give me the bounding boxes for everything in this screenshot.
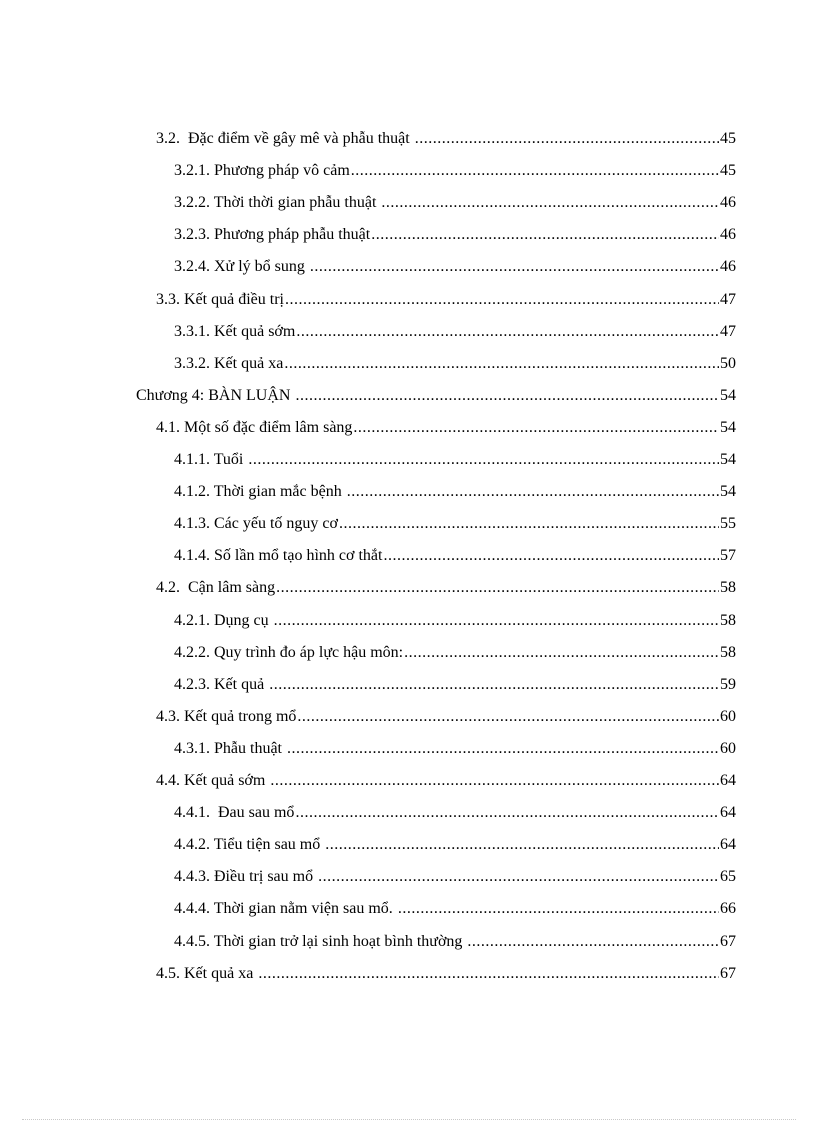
- toc-entry-title: 3.2.2. Thời thời gian phẫu thuật: [174, 194, 381, 212]
- toc-entry-page-number: 58: [720, 643, 736, 661]
- toc-entry[interactable]: [174, 256, 736, 278]
- toc-entry-title: 4.4.3. Điều trị sau mổ: [174, 868, 318, 886]
- toc-entry[interactable]: [174, 513, 736, 535]
- toc-entry-page-number: 55: [720, 515, 736, 533]
- toc-entry-page-number: 46: [720, 258, 736, 276]
- toc-entry-page-number: 54: [720, 451, 736, 468]
- toc-entry[interactable]: [174, 674, 736, 696]
- toc-entry[interactable]: [174, 224, 736, 246]
- toc-entry[interactable]: [174, 321, 736, 343]
- toc-entry-page-number: 66: [720, 900, 736, 918]
- dot-leader: [318, 866, 719, 888]
- toc-entry-page-number: 54: [720, 418, 736, 436]
- toc-entry-page-number: 54: [720, 386, 736, 404]
- toc-entry[interactable]: [156, 706, 736, 728]
- toc-entry[interactable]: [174, 898, 736, 920]
- toc-entry-page-number: 67: [720, 964, 736, 982]
- toc-entry-title: 4.1.4. Số lần mổ tạo hình cơ thắt: [174, 547, 383, 565]
- dot-leader: [351, 160, 719, 182]
- toc-entry-title: 3.3.1. Kết quả sớm: [174, 322, 296, 340]
- toc-entry-title: 3.2.4. Xử lý bổ sung: [174, 258, 309, 276]
- toc-entry-title: 3.2. Đặc điểm về gây mê và phẫu thuật: [156, 130, 414, 147]
- toc-entry-title: 4.2.2. Quy trình đo áp lực hậu môn:: [174, 643, 404, 661]
- toc-entry-title: 4.1.2. Thời gian mắc bệnh: [174, 483, 346, 501]
- toc-entry[interactable]: [174, 834, 736, 856]
- toc-entry-page-number: 59: [720, 675, 736, 693]
- toc-entry-page-number: 45: [720, 162, 736, 180]
- dot-leader: [295, 385, 719, 407]
- dot-leader: [285, 289, 719, 311]
- dot-leader: [287, 738, 719, 760]
- toc-entry-page-number: 58: [720, 579, 736, 597]
- toc-entry[interactable]: [156, 963, 736, 985]
- dot-leader: [353, 417, 719, 439]
- toc-entry[interactable]: [174, 192, 736, 214]
- toc-entry-page-number: 47: [720, 290, 736, 308]
- toc-entry-title: 3.2.3. Phương pháp phẫu thuật: [174, 226, 371, 244]
- toc-entry[interactable]: [174, 802, 736, 824]
- toc-entry-title: 4.4.4. Thời gian nằm viện sau mổ.: [174, 900, 397, 918]
- dot-leader: [347, 481, 719, 503]
- dot-leader: [295, 802, 719, 824]
- toc-entry-title: 4.4.2. Tiểu tiện sau mổ: [174, 836, 325, 854]
- toc-entry-title: 4.1.1. Tuổi: [174, 451, 248, 468]
- toc-entry[interactable]: [156, 128, 736, 150]
- toc-entry-page-number: 45: [720, 130, 736, 147]
- dot-leader: [467, 931, 719, 953]
- dot-leader: [297, 706, 719, 728]
- dot-leader: [383, 545, 719, 567]
- dot-leader: [296, 321, 719, 343]
- dot-leader: [398, 898, 719, 920]
- toc-entry-title: 4.1. Một số đặc điểm lâm sàng: [156, 418, 353, 436]
- toc-entry[interactable]: [156, 577, 736, 599]
- toc-entry[interactable]: [136, 385, 736, 407]
- dot-leader: [276, 577, 719, 599]
- toc-entry[interactable]: [174, 642, 736, 664]
- toc-entry-page-number: 64: [720, 772, 736, 789]
- toc-entry-title: 3.3.2. Kết quả xa: [174, 354, 284, 372]
- toc-entry-page-number: 67: [720, 932, 736, 950]
- dot-leader: [269, 674, 719, 696]
- toc-entry-title: 4.2.3. Kết quả: [174, 675, 269, 693]
- toc-entry-title: 4.4. Kết quả sớm: [156, 772, 270, 789]
- toc-entry[interactable]: [174, 610, 736, 632]
- dot-leader: [248, 449, 719, 471]
- toc-entry-page-number: 57: [720, 547, 736, 565]
- toc-entry-page-number: 50: [720, 354, 736, 372]
- page-bottom-border: [22, 1119, 796, 1120]
- toc-entry-title: 4.2. Cận lâm sàng: [156, 579, 276, 597]
- toc-entry[interactable]: [174, 931, 736, 953]
- toc-entry[interactable]: [174, 866, 736, 888]
- toc-entry-page-number: 47: [720, 322, 736, 340]
- toc-entry-page-number: 46: [720, 226, 736, 244]
- toc-entry-title: 4.3. Kết quả trong mổ: [156, 707, 297, 725]
- toc-entry[interactable]: [174, 353, 736, 375]
- dot-leader: [270, 770, 719, 792]
- dot-leader: [310, 256, 719, 278]
- toc-entry-page-number: 60: [720, 739, 736, 757]
- toc-entry[interactable]: [156, 289, 736, 311]
- dot-leader: [404, 642, 719, 664]
- dot-leader: [415, 128, 719, 150]
- toc-entry[interactable]: [174, 481, 736, 503]
- toc-entry[interactable]: [156, 770, 736, 792]
- toc-entry-page-number: 46: [720, 194, 736, 212]
- toc-entry-page-number: 64: [720, 836, 736, 854]
- dot-leader: [284, 353, 719, 375]
- dot-leader: [381, 192, 719, 214]
- toc-entry-title: Chương 4: BÀN LUẬN: [136, 386, 295, 404]
- toc-entry[interactable]: [174, 545, 736, 567]
- dot-leader: [258, 963, 719, 985]
- dot-leader: [325, 834, 719, 856]
- toc-entry-title: 3.2.1. Phương pháp vô cảm: [174, 162, 350, 180]
- toc-entry-title: 4.1.3. Các yếu tố nguy cơ: [174, 515, 338, 533]
- toc-entry-page-number: 60: [720, 707, 736, 725]
- dot-leader: [371, 224, 719, 246]
- toc-entry-page-number: 64: [720, 804, 736, 822]
- toc-entry-title: 3.3. Kết quả điều trị: [156, 290, 284, 308]
- toc-entry-title: 4.5. Kết quả xa: [156, 964, 258, 982]
- toc-entry[interactable]: [174, 738, 736, 760]
- toc-entry-title: 4.3.1. Phẫu thuật: [174, 739, 286, 757]
- toc-entry[interactable]: [174, 449, 736, 471]
- toc-entry-title: 4.2.1. Dụng cụ: [174, 611, 273, 629]
- dot-leader: [339, 513, 719, 535]
- toc-entry-page-number: 58: [720, 611, 736, 629]
- dot-leader: [274, 610, 719, 632]
- toc-entry[interactable]: [174, 160, 736, 182]
- toc-entry[interactable]: [156, 417, 736, 439]
- toc-entry-page-number: 54: [720, 483, 736, 501]
- toc-entry-page-number: 65: [720, 868, 736, 886]
- toc-entry-title: 4.4.5. Thời gian trở lại sinh hoạt bình thường: [174, 932, 467, 950]
- toc-entry-title: 4.4.1. Đau sau mổ: [174, 804, 295, 822]
